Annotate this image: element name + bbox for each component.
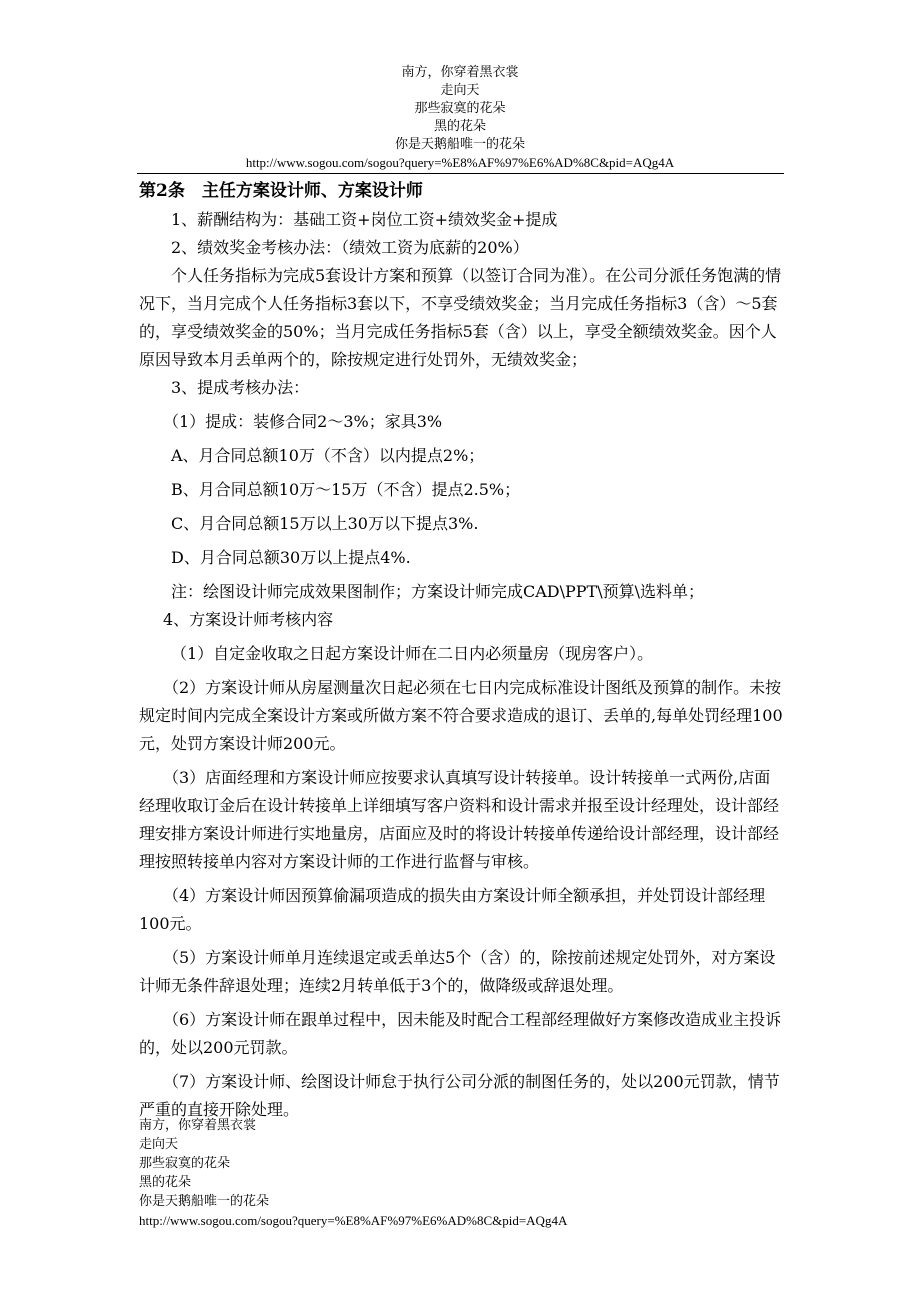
page-footer — [139, 1116, 567, 1230]
page-header — [0, 64, 920, 172]
paragraph: （7）方案设计师、绘图设计师怠于执行公司分派的制图任务的，处以200元罚款，情节严重的直接开除处理。 — [139, 1072, 780, 1119]
header-line: 那些寂寞的花朵 — [414, 101, 506, 116]
footer-line: 走向天 — [139, 1137, 179, 1152]
paragraph: （1）自定金收取之日起方案设计师在二日内必须量房（现房客户）。 — [171, 644, 654, 663]
header-line: 南方，你穿着黑衣裳 — [401, 65, 519, 80]
paragraph: （4）方案设计师因预算偷漏项造成的损失由方案设计师全额承担，并处罚设计部经理100元。 — [139, 886, 766, 933]
paragraph: D、月合同总额30万以上提点4%. — [171, 548, 411, 567]
paragraph: 2、绩效奖金考核办法：（绩效工资为底薪的20%） — [171, 238, 529, 257]
footer-line: 你是天鹅船唯一的花朵 — [139, 1194, 270, 1209]
footer-url[interactable]: http://www.sogou.com/sogou?query=%E8%AF%97%E6%AD%8C&pid=AQg4A — [139, 1213, 568, 1228]
header-divider — [137, 173, 784, 174]
paragraph: （1）提成：装修合同2～3%；家具3% — [163, 412, 443, 431]
footer-line: 那些寂寞的花朵 — [139, 1156, 231, 1171]
paragraph: （5）方案设计师单月连续退定或丢单达5个（含）的，除按前述规定处罚外，对方案设计师无条件辞退处理；连续2月转单低于3个的，做降级或辞退处理。 — [139, 948, 776, 995]
paragraph: A、月合同总额10万（不含）以内提点2%； — [171, 446, 485, 465]
section-title: 第2条 主任方案设计师、方案设计师 — [139, 181, 423, 201]
paragraph: （3）店面经理和方案设计师应按要求认真填写设计转接单。设计转接单一式两份,店面经理收取订金后在设计转接单上详细填写客户资料和设计需求并报至设计经理处，设计部经理安排方案设计师进行实地量房，店面应及时的将设计转接单传递给设计部经理，设计部经理按照转接单内容对方案设计师的工作进行监督与审核。 — [139, 768, 780, 871]
header-line: 黑的花朵 — [433, 119, 486, 134]
header-line: 你是天鹅船唯一的花朵 — [394, 137, 525, 152]
header-line: 走向天 — [440, 83, 480, 98]
paragraph: （6）方案设计师在跟单过程中，因未能及时配合工程部经理做好方案修改造成业主投诉的，处以200元罚款。 — [139, 1010, 782, 1057]
paragraph: C、月合同总额15万以上30万以下提点3%. — [171, 514, 479, 533]
paragraph: （2）方案设计师从房屋测量次日起必须在七日内完成标准设计图纸及预算的制作。未按规定时间内完成全案设计方案或所做方案不符合要求造成的退订、丢单的,每单处罚经理100元，处罚方案设计师200元。 — [139, 678, 783, 753]
paragraph: 3、提成考核办法： — [171, 378, 310, 397]
paragraph: 4、方案设计师考核内容 — [163, 610, 334, 629]
paragraph: 注：绘图设计师完成效果图制作；方案设计师完成CAD\PPT\预算\选料单； — [171, 582, 705, 601]
footer-line: 南方，你穿着黑衣裳 — [139, 1118, 257, 1133]
document-body — [139, 176, 785, 1124]
paragraph: B、月合同总额10万～15万（不含）提点2.5%； — [171, 480, 521, 499]
footer-line: 黑的花朵 — [139, 1175, 192, 1190]
paragraph: 1、薪酬结构为：基础工资+岗位工资+绩效奖金+提成 — [171, 210, 558, 229]
paragraph: 个人任务指标为完成5套设计方案和预算（以签订合同为准）。在公司分派任务饱满的情况下，当月完成个人任务指标3套以下，不享受绩效奖金；当月完成任务指标3（含）～5套的，享受绩效奖金的50%；当月完成任务指标5套（含）以上，享受全额绩效奖金。因个人原因导致本月丢单两个的，除按规定进行处罚外，无绩效奖金； — [139, 266, 782, 369]
header-url[interactable]: http://www.sogou.com/sogou?query=%E8%AF%97%E6%AD%8C&pid=AQg4A — [245, 155, 675, 170]
